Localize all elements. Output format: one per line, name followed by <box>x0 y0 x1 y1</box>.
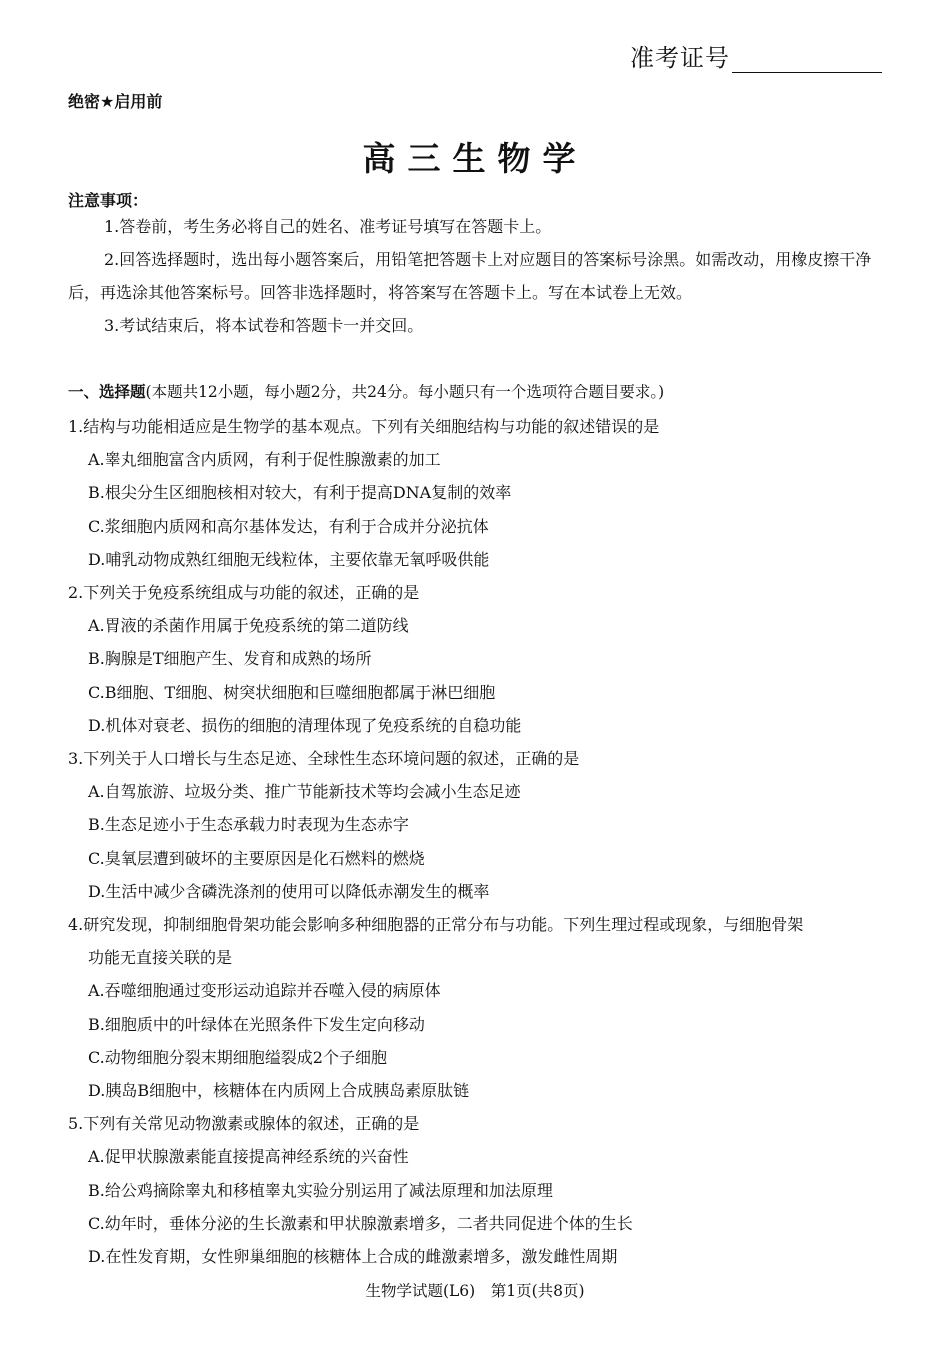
ticket-blank-line <box>732 48 882 73</box>
question-stem-continued: 功能无直接关联的是 <box>88 948 233 968</box>
option-a: A.促甲状腺激素能直接提高神经系统的兴奋性 <box>88 1147 409 1167</box>
question-stem: 4.研究发现，抑制细胞骨架功能会影响多种细胞器的正常分布与功能。下列生理过程或现象，与细胞骨架 <box>68 915 804 935</box>
option-a: A.胃液的杀菌作用属于免疫系统的第二道防线 <box>88 616 409 636</box>
option-c: C.动物细胞分裂末期细胞缢裂成2个子细胞 <box>88 1047 387 1067</box>
section-heading <box>68 380 664 402</box>
notice-list <box>68 210 888 342</box>
option-c: C.臭氧层遭到破坏的主要原因是化石燃料的燃烧 <box>88 848 425 868</box>
ticket-label: 准考证号 <box>630 44 730 72</box>
confidential-label: 绝密★启用前 <box>68 92 163 111</box>
option-a: A.吞噬细胞通过变形运动追踪并吞噬入侵的病原体 <box>88 981 441 1001</box>
option-d: D.在性发育期，女性卵巢细胞的核糖体上合成的雌激素增多，激发雌性周期 <box>88 1247 618 1267</box>
section-label: 一、选择题 <box>68 383 146 401</box>
notice-item: 2.回答选择题时，选出每小题答案后，用铅笔把答题卡上对应题目的答案标号涂黑。如需改动，用橡皮擦干净后，再选涂其他答案标号。回答非选择题时，将答案写在答题卡上。写在本试卷上无效。 <box>68 250 872 302</box>
option-a: A.自驾旅游、垃圾分类、推广节能新技术等均会减小生态足迹 <box>88 782 521 802</box>
question-stem: 1.结构与功能相适应是生物学的基本观点。下列有关细胞结构与功能的叙述错误的是 <box>68 417 660 436</box>
page-footer: 生物学试题(L6) 第1页(共8页) <box>365 1282 585 1300</box>
option-b: B.生态足迹小于生态承载力时表现为生态赤字 <box>88 815 409 835</box>
question-5 <box>68 1107 888 1273</box>
option-d: D.哺乳动物成熟红细胞无线粒体，主要依靠无氧呼吸供能 <box>88 549 490 569</box>
question-2 <box>68 576 888 742</box>
option-b: B.胸腺是T细胞产生、发育和成熟的场所 <box>88 649 372 669</box>
question-4 <box>68 908 888 1107</box>
option-b: B.细胞质中的叶绿体在光照条件下发生定向移动 <box>88 1014 425 1034</box>
question-3 <box>68 742 888 908</box>
question-stem: 2.下列关于免疫系统组成与功能的叙述，正确的是 <box>68 583 420 603</box>
option-d: D.生活中减少含磷洗涤剂的使用可以降低赤潮发生的概率 <box>88 881 490 901</box>
option-c: C.B细胞、T细胞、树突状细胞和巨噬细胞都属于淋巴细胞 <box>88 682 496 702</box>
option-c: C.浆细胞内质网和高尔基体发达，有利于合成并分泌抗体 <box>88 516 489 536</box>
option-b: B.给公鸡摘除睾丸和移植睾丸实验分别运用了减法原理和加法原理 <box>88 1180 553 1200</box>
exam-ticket-field <box>630 38 882 73</box>
notice-item: 3.考试结束后，将本试卷和答题卡一并交回。 <box>104 316 424 335</box>
question-stem: 3.下列关于人口增长与生态足迹、全球性生态环境问题的叙述，正确的是 <box>68 749 580 769</box>
question-stem: 5.下列有关常见动物激素或腺体的叙述，正确的是 <box>68 1114 420 1134</box>
notice-heading: 注意事项： <box>68 191 149 210</box>
section-description: (本题共12小题，每小题2分，共24分。每小题只有一个选项符合题目要求。) <box>145 383 665 401</box>
notice-item: 1.答卷前，考生务必将自己的姓名、准考证号填写在答题卡上。 <box>104 217 552 236</box>
page-title: 高三生物学 <box>362 139 588 178</box>
option-b: B.根尖分生区细胞核相对较大，有利于提高DNA复制的效率 <box>88 483 512 503</box>
option-c: C.幼年时，垂体分泌的生长激素和甲状腺激素增多，二者共同促进个体的生长 <box>88 1213 633 1233</box>
option-d: D.机体对衰老、损伤的细胞的清理体现了免疫系统的自稳功能 <box>88 715 522 735</box>
question-1 <box>68 410 888 576</box>
option-a: A.睾丸细胞富含内质网，有利于促性腺激素的加工 <box>88 450 441 470</box>
question-list <box>68 410 888 1273</box>
option-d: D.胰岛B细胞中，核糖体在内质网上合成胰岛素原肽链 <box>88 1081 470 1101</box>
